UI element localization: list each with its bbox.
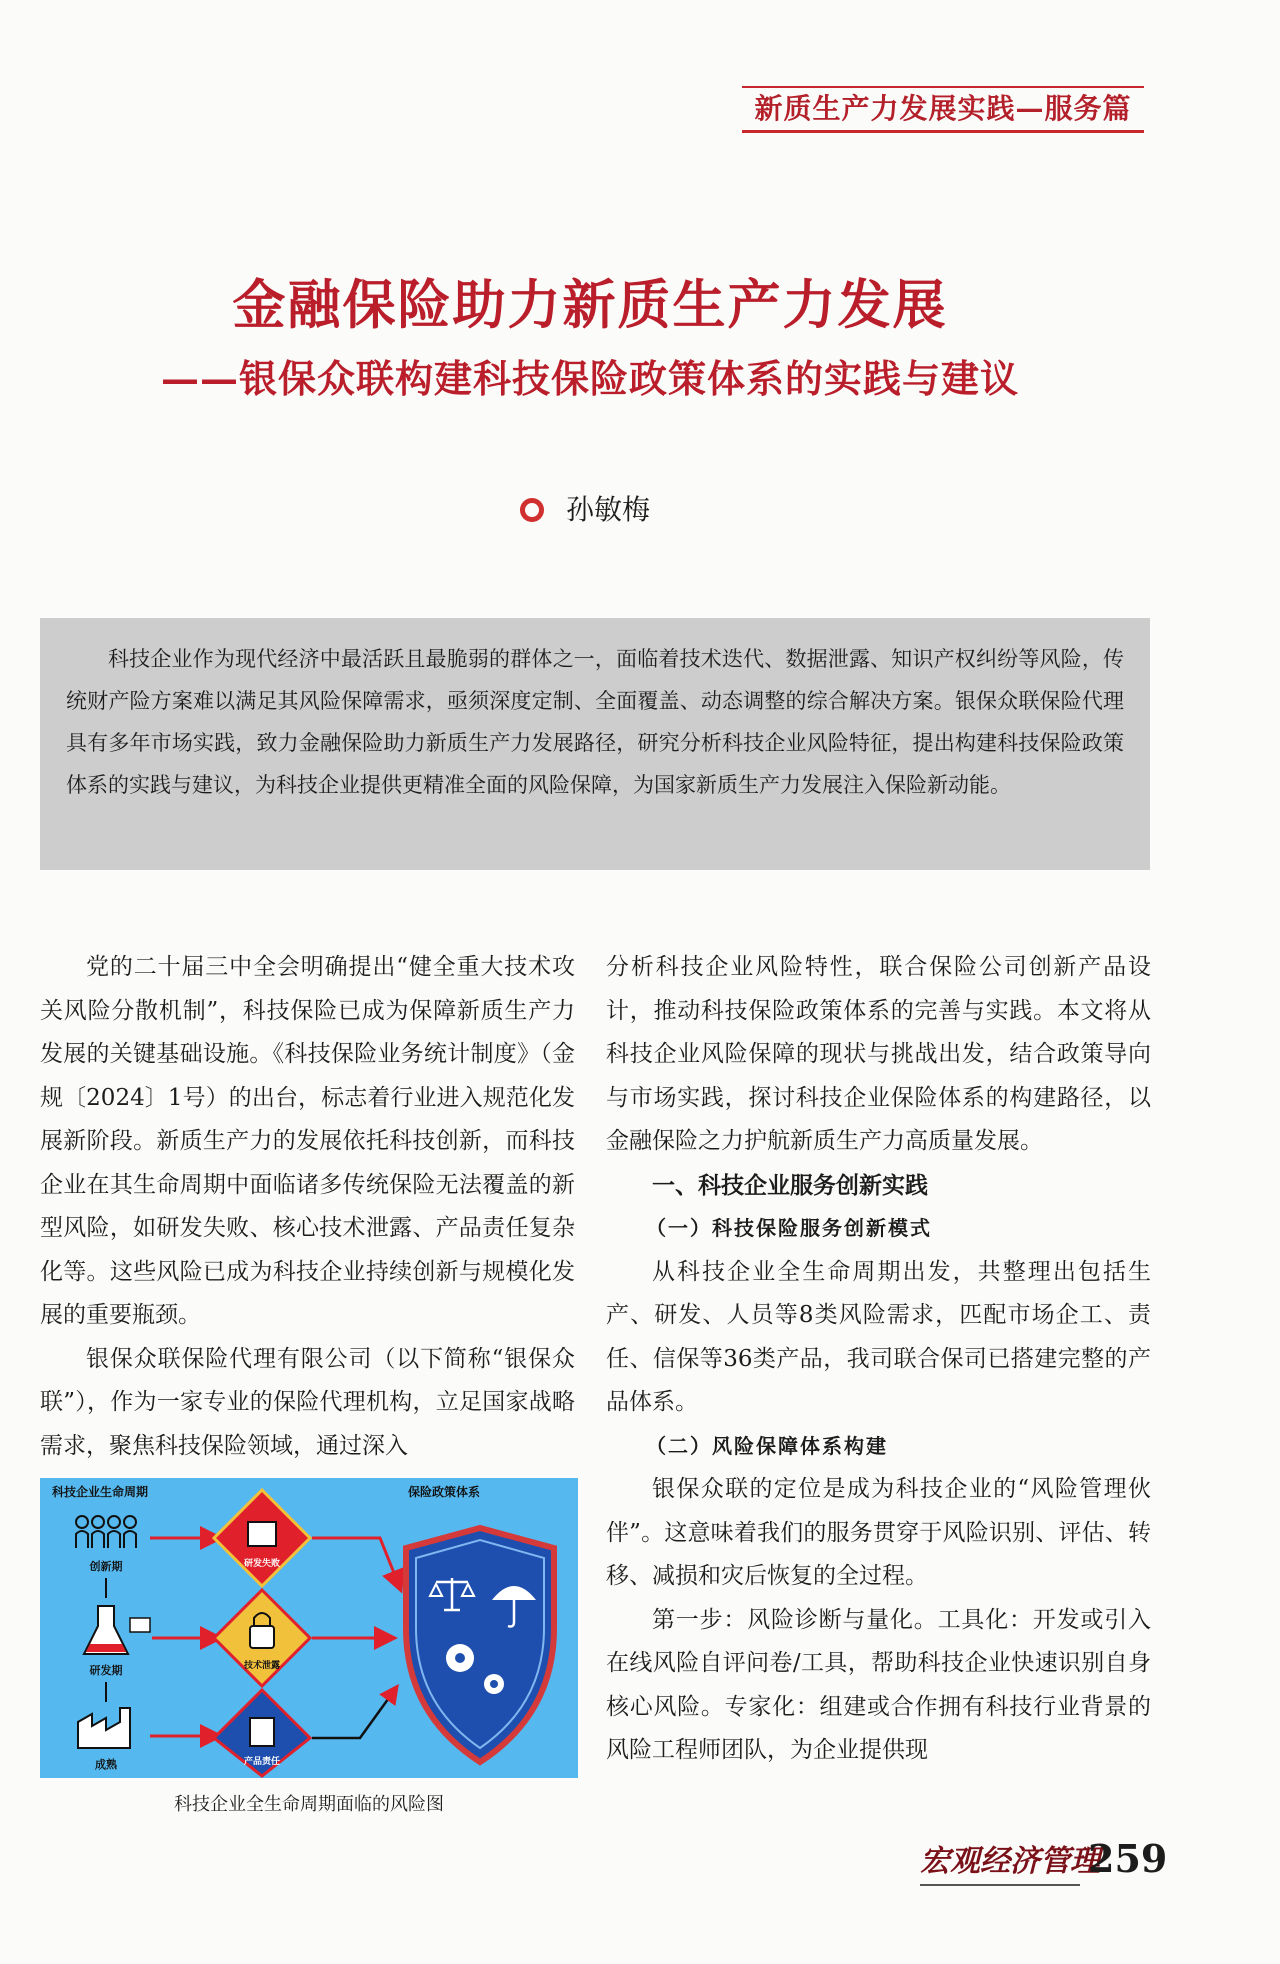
body-paragraph: 第一步：风险诊断与量化。工具化：开发或引入在线风险自评问卷/工具，帮助科技企业快速识别自身核心风险。专家化：组建或合作拥有科技行业背景的风险工程师团队，为企业提供现 xyxy=(606,1606,1151,1763)
abstract-text: 科技企业作为现代经济中最活跃且最脆弱的群体之一，面临着技术迭代、数据泄露、知识产权纠纷等风险，传统财产险方案难以满足其风险保障需求，亟须深度定制、全面覆盖、动态调整的综合解决方案。银保众联保险代理具有多年市场实践，致力金融保险助力新质生产力发展路径，研究分析科技企业风险特征，提出构建科技保险政策体系的实践与建议，为科技企业提供更精准全面的风险保障，为国家新质生产力发展注入保险新动能。 xyxy=(66,647,1124,797)
article-title: 金融保险助力新质生产力发展 xyxy=(232,274,948,336)
author-name: 孙敏梅 xyxy=(566,493,651,526)
risk-label: 技术泄露 xyxy=(243,1661,281,1671)
body-paragraph: 银保众联的定位是成为科技企业的“风险管理伙伴”。这意味着我们的服务贯穿于风险识别、评估、转移、减损和灾后恢复的全过程。 xyxy=(606,1476,1151,1589)
stage-label: 创新期 xyxy=(89,1560,123,1573)
risk-figure-graphic xyxy=(40,1478,578,1778)
stage-label: 成熟 xyxy=(95,1758,117,1771)
body-paragraph: 分析科技企业风险特性，联合保险公司创新产品设计，推动科技保险政策体系的完善与实践。本文将从科技企业风险保障的现状与挑战出发，结合政策导向与市场实践，探讨科技企业保险体系的构建路径，以金融保险之力护航新质生产力高质量发展。 xyxy=(606,954,1151,1154)
article-subtitle: ——银保众联构建科技保险政策体系的实践与建议 xyxy=(160,356,1019,401)
journal-name: 宏观经济管理 xyxy=(920,1844,1100,1879)
lock-icon xyxy=(250,1626,274,1648)
body-column-right xyxy=(606,946,1151,1773)
author-bullet-icon xyxy=(520,498,544,522)
section-tag: 新质生产力发展实践—服务篇 xyxy=(742,86,1144,133)
risk-label: 研发失败 xyxy=(243,1559,281,1569)
abstract-box xyxy=(40,618,1150,870)
body-paragraph: 党的二十届三中全会明确提出“健全重大技术攻关风险分散机制”，科技保险已成为保障新质生产力发展的关键基础设施。《科技保险业务统计制度》（金规〔2024〕1号）的出台，标志着行业进入规范化发展新阶段。新质生产力的发展依托科技创新，而科技企业在其生命周期中面临诸多传统保险无法覆盖的新型风险，如研发失败、核心技术泄露、产品责任复杂化等。这些风险已成为科技企业持续创新与规模化发展的重要瓶颈。 xyxy=(40,954,575,1328)
body-column-left xyxy=(40,946,575,1468)
subsection-heading: （二）风险保障体系构建 xyxy=(646,1433,888,1458)
section-heading: 一、科技企业服务创新实践 xyxy=(652,1171,928,1199)
risk-label: 产品责任 xyxy=(243,1757,281,1767)
figure-caption: 科技企业全生命周期面临的风险图 xyxy=(174,1794,444,1815)
stage-label: 研发期 xyxy=(89,1664,123,1677)
author-line xyxy=(520,490,650,530)
subsection-heading: （一）科技保险服务创新模式 xyxy=(646,1216,932,1240)
figure-right-header: 保险政策体系 xyxy=(408,1485,481,1499)
figure-left-header: 科技企业生命周期 xyxy=(52,1485,149,1499)
footer-rule xyxy=(920,1884,1080,1886)
risk-figure xyxy=(40,1478,578,1778)
page-number: 259 xyxy=(1088,1836,1168,1881)
document-icon xyxy=(250,1718,274,1746)
body-paragraph: 银保众联保险代理有限公司（以下简称“银保众联”），作为一家专业的保险代理机构，立足国家战略需求，聚焦科技保险领域，通过深入 xyxy=(40,1345,575,1459)
body-paragraph: 从科技企业全生命周期出发，共整理出包括生产、研发、人员等8类风险需求，匹配市场企工、责任、信保等36类产品，我司联合保司已搭建完整的产品体系。 xyxy=(606,1258,1151,1415)
